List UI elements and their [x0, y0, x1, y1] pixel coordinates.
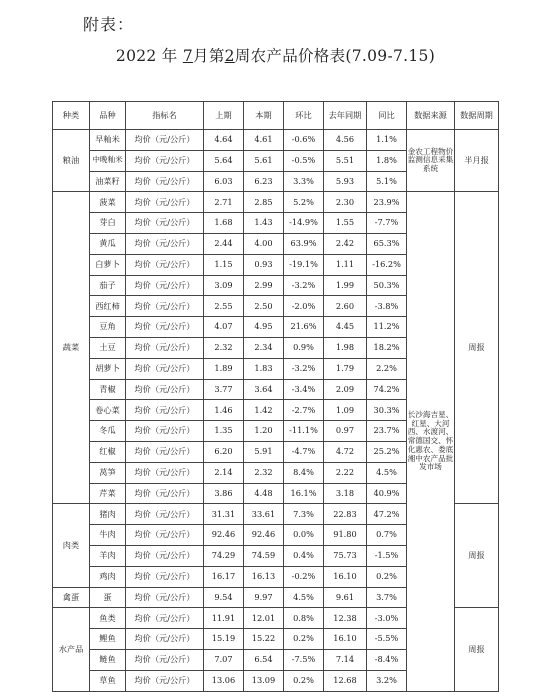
previous-cell: 2.14	[204, 462, 244, 483]
previous-cell: 15.19	[204, 629, 244, 650]
mom-cell: 0.2%	[284, 670, 324, 691]
yoy-cell: 3.2%	[367, 670, 407, 691]
mom-cell: 0.0%	[284, 525, 324, 546]
last-year-cell: 5.51	[324, 150, 367, 171]
indicator-cell: 均价（元/公斤）	[126, 213, 204, 234]
appendix-label: 附表：	[83, 15, 135, 34]
mom-cell: 7.3%	[284, 504, 324, 525]
previous-cell: 7.07	[204, 649, 244, 670]
current-cell: 2.50	[244, 296, 284, 317]
last-year-cell: 1.79	[324, 358, 367, 379]
mom-cell: 3.3%	[284, 171, 324, 192]
yoy-cell: -5.5%	[367, 629, 407, 650]
last-year-cell: 2.09	[324, 379, 367, 400]
yoy-cell: 4.5%	[367, 462, 407, 483]
mom-cell: -2.0%	[284, 296, 324, 317]
price-table	[52, 101, 499, 692]
mom-cell: -3.2%	[284, 275, 324, 296]
last-year-cell: 12.38	[324, 608, 367, 629]
variety-cell: 羊肉	[90, 545, 126, 566]
indicator-cell: 均价（元/公斤）	[126, 441, 204, 462]
last-year-cell: 4.56	[324, 130, 367, 151]
current-cell: 6.54	[244, 649, 284, 670]
yoy-cell: 0.7%	[367, 525, 407, 546]
variety-cell: 胡萝卜	[90, 358, 126, 379]
previous-cell: 11.91	[204, 608, 244, 629]
previous-cell: 5.64	[204, 150, 244, 171]
mom-cell: -4.7%	[284, 441, 324, 462]
table-row	[53, 130, 499, 151]
yoy-cell: 5.1%	[367, 171, 407, 192]
category-cell: 蔬菜	[53, 192, 90, 504]
data-period-cell: 周报	[455, 608, 499, 691]
indicator-cell: 均价（元/公斤）	[126, 150, 204, 171]
last-year-cell: 0.97	[324, 421, 367, 442]
col-header-category: 种类	[53, 102, 90, 130]
variety-cell: 鱼类	[90, 608, 126, 629]
current-cell: 1.20	[244, 421, 284, 442]
previous-cell: 2.71	[204, 192, 244, 213]
category-cell: 水产品	[53, 608, 90, 691]
current-cell: 16.13	[244, 566, 284, 587]
last-year-cell: 75.73	[324, 545, 367, 566]
mom-cell: 4.5%	[284, 587, 324, 608]
col-header-indicator: 指标名	[126, 102, 204, 130]
table-body	[53, 130, 499, 692]
current-cell: 4.61	[244, 130, 284, 151]
data-period-cell: 半月报	[455, 130, 499, 192]
title-month-word: 月第	[193, 47, 225, 65]
last-year-cell: 2.60	[324, 296, 367, 317]
variety-cell: 牛肉	[90, 525, 126, 546]
mom-cell: -0.2%	[284, 566, 324, 587]
data-source-cell: 金农工程物价监测信息采集系统	[407, 130, 455, 192]
mom-cell: -0.5%	[284, 150, 324, 171]
yoy-cell: 0.2%	[367, 566, 407, 587]
indicator-cell: 均价（元/公斤）	[126, 587, 204, 608]
last-year-cell: 5.93	[324, 171, 367, 192]
variety-cell: 豆角	[90, 317, 126, 338]
indicator-cell: 均价（元/公斤）	[126, 275, 204, 296]
indicator-cell: 均价（元/公斤）	[126, 171, 204, 192]
current-cell: 2.99	[244, 275, 284, 296]
indicator-cell: 均价（元/公斤）	[126, 317, 204, 338]
current-cell: 5.61	[244, 150, 284, 171]
current-cell: 33.61	[244, 504, 284, 525]
mom-cell: -19.1%	[284, 254, 324, 275]
variety-cell: 油菜籽	[90, 171, 126, 192]
yoy-cell: -16.2%	[367, 254, 407, 275]
data-source-cell: 长沙海吉星、红星、大河西、水渡河、常德国交、怀化惠农、娄底湘中农产品批发市场	[407, 192, 455, 691]
title-week: 2	[224, 47, 235, 65]
mom-cell: -0.6%	[284, 130, 324, 151]
title-year: 2022	[115, 47, 157, 65]
data-period-cell: 周报	[455, 504, 499, 608]
col-header-current: 本期	[244, 102, 284, 130]
previous-cell: 74.29	[204, 545, 244, 566]
variety-cell: 蛋	[90, 587, 126, 608]
variety-cell: 中晚籼米	[90, 150, 126, 171]
previous-cell: 2.32	[204, 337, 244, 358]
yoy-cell: -7.7%	[367, 213, 407, 234]
col-header-source: 数据来源	[407, 102, 455, 130]
indicator-cell: 均价（元/公斤）	[126, 130, 204, 151]
current-cell: 2.32	[244, 462, 284, 483]
indicator-cell: 均价（元/公斤）	[126, 462, 204, 483]
yoy-cell: 40.9%	[367, 483, 407, 504]
col-header-period: 数据周期	[455, 102, 499, 130]
mom-cell: -7.5%	[284, 649, 324, 670]
last-year-cell: 1.09	[324, 400, 367, 421]
mom-cell: 0.8%	[284, 608, 324, 629]
previous-cell: 13.06	[204, 670, 244, 691]
yoy-cell: -1.5%	[367, 545, 407, 566]
mom-cell: -2.7%	[284, 400, 324, 421]
variety-cell: 红椒	[90, 441, 126, 462]
yoy-cell: 11.2%	[367, 317, 407, 338]
variety-cell: 冬瓜	[90, 421, 126, 442]
yoy-cell: 47.2%	[367, 504, 407, 525]
indicator-cell: 均价（元/公斤）	[126, 254, 204, 275]
previous-cell: 3.09	[204, 275, 244, 296]
yoy-cell: 30.3%	[367, 400, 407, 421]
yoy-cell: 65.3%	[367, 233, 407, 254]
table-row	[53, 192, 499, 213]
last-year-cell: 91.80	[324, 525, 367, 546]
indicator-cell: 均价（元/公斤）	[126, 233, 204, 254]
variety-cell: 芽白	[90, 213, 126, 234]
variety-cell: 菠菜	[90, 192, 126, 213]
mom-cell: 63.9%	[284, 233, 324, 254]
previous-cell: 3.86	[204, 483, 244, 504]
variety-cell: 芹菜	[90, 483, 126, 504]
current-cell: 1.83	[244, 358, 284, 379]
yoy-cell: 3.7%	[367, 587, 407, 608]
yoy-cell: -8.4%	[367, 649, 407, 670]
current-cell: 2.34	[244, 337, 284, 358]
previous-cell: 6.03	[204, 171, 244, 192]
current-cell: 1.42	[244, 400, 284, 421]
current-cell: 13.09	[244, 670, 284, 691]
previous-cell: 16.17	[204, 566, 244, 587]
last-year-cell: 1.99	[324, 275, 367, 296]
current-cell: 2.85	[244, 192, 284, 213]
last-year-cell: 4.72	[324, 441, 367, 462]
col-header-mom: 环比	[284, 102, 324, 130]
last-year-cell: 2.22	[324, 462, 367, 483]
last-year-cell: 9.61	[324, 587, 367, 608]
data-period-cell: 周报	[455, 192, 499, 504]
current-cell: 3.64	[244, 379, 284, 400]
variety-cell: 鸡肉	[90, 566, 126, 587]
previous-cell: 3.77	[204, 379, 244, 400]
yoy-cell: 18.2%	[367, 337, 407, 358]
yoy-cell: 23.9%	[367, 192, 407, 213]
title-year-word: 年	[156, 47, 183, 65]
yoy-cell: 74.2%	[367, 379, 407, 400]
current-cell: 4.48	[244, 483, 284, 504]
yoy-cell: 1.8%	[367, 150, 407, 171]
indicator-cell: 均价（元/公斤）	[126, 483, 204, 504]
last-year-cell: 4.45	[324, 317, 367, 338]
category-cell: 肉类	[53, 504, 90, 587]
indicator-cell: 均价（元/公斤）	[126, 629, 204, 650]
mom-cell: 0.4%	[284, 545, 324, 566]
mom-cell: -11.1%	[284, 421, 324, 442]
indicator-cell: 均价（元/公斤）	[126, 608, 204, 629]
last-year-cell: 2.42	[324, 233, 367, 254]
variety-cell: 猪肉	[90, 504, 126, 525]
variety-cell: 白萝卜	[90, 254, 126, 275]
yoy-cell: 2.2%	[367, 358, 407, 379]
page-title	[0, 44, 551, 66]
variety-cell: 西红柿	[90, 296, 126, 317]
mom-cell: 21.6%	[284, 317, 324, 338]
previous-cell: 92.46	[204, 525, 244, 546]
yoy-cell: 23.7%	[367, 421, 407, 442]
last-year-cell: 2.30	[324, 192, 367, 213]
previous-cell: 4.64	[204, 130, 244, 151]
category-cell: 禽蛋	[53, 587, 90, 608]
mom-cell: 16.1%	[284, 483, 324, 504]
indicator-cell: 均价（元/公斤）	[126, 296, 204, 317]
variety-cell: 卷心菜	[90, 400, 126, 421]
title-rest: 周农产品价格表(7.09-7.15)	[234, 47, 436, 65]
table-header-row	[53, 102, 499, 130]
last-year-cell: 22.83	[324, 504, 367, 525]
indicator-cell: 均价（元/公斤）	[126, 670, 204, 691]
current-cell: 9.97	[244, 587, 284, 608]
last-year-cell: 12.68	[324, 670, 367, 691]
title-month: 7	[182, 47, 194, 65]
indicator-cell: 均价（元/公斤）	[126, 358, 204, 379]
category-cell: 粮油	[53, 130, 90, 192]
variety-cell: 鲢鱼	[90, 649, 126, 670]
previous-cell: 1.89	[204, 358, 244, 379]
col-header-previous: 上期	[204, 102, 244, 130]
mom-cell: -3.2%	[284, 358, 324, 379]
current-cell: 0.93	[244, 254, 284, 275]
last-year-cell: 3.18	[324, 483, 367, 504]
indicator-cell: 均价（元/公斤）	[126, 192, 204, 213]
current-cell: 15.22	[244, 629, 284, 650]
indicator-cell: 均价（元/公斤）	[126, 504, 204, 525]
yoy-cell: -3.0%	[367, 608, 407, 629]
variety-cell: 早籼米	[90, 130, 126, 151]
variety-cell: 土豆	[90, 337, 126, 358]
indicator-cell: 均价（元/公斤）	[126, 379, 204, 400]
mom-cell: 5.2%	[284, 192, 324, 213]
variety-cell: 青椒	[90, 379, 126, 400]
indicator-cell: 均价（元/公斤）	[126, 649, 204, 670]
current-cell: 92.46	[244, 525, 284, 546]
previous-cell: 1.15	[204, 254, 244, 275]
last-year-cell: 7.14	[324, 649, 367, 670]
current-cell: 4.95	[244, 317, 284, 338]
variety-cell: 莴笋	[90, 462, 126, 483]
previous-cell: 1.46	[204, 400, 244, 421]
last-year-cell: 1.98	[324, 337, 367, 358]
previous-cell: 6.20	[204, 441, 244, 462]
indicator-cell: 均价（元/公斤）	[126, 400, 204, 421]
col-header-yoy: 同比	[367, 102, 407, 130]
variety-cell: 草鱼	[90, 670, 126, 691]
col-header-variety: 品种	[90, 102, 126, 130]
mom-cell: -3.4%	[284, 379, 324, 400]
yoy-cell: 50.3%	[367, 275, 407, 296]
indicator-cell: 均价（元/公斤）	[126, 337, 204, 358]
current-cell: 74.59	[244, 545, 284, 566]
indicator-cell: 均价（元/公斤）	[126, 525, 204, 546]
indicator-cell: 均价（元/公斤）	[126, 545, 204, 566]
variety-cell: 鲤鱼	[90, 629, 126, 650]
current-cell: 12.01	[244, 608, 284, 629]
variety-cell: 茄子	[90, 275, 126, 296]
previous-cell: 4.07	[204, 317, 244, 338]
current-cell: 5.91	[244, 441, 284, 462]
mom-cell: 0.9%	[284, 337, 324, 358]
previous-cell: 1.35	[204, 421, 244, 442]
last-year-cell: 1.55	[324, 213, 367, 234]
previous-cell: 2.55	[204, 296, 244, 317]
current-cell: 4.00	[244, 233, 284, 254]
previous-cell: 2.44	[204, 233, 244, 254]
current-cell: 6.23	[244, 171, 284, 192]
mom-cell: 0.2%	[284, 629, 324, 650]
mom-cell: -14.9%	[284, 213, 324, 234]
indicator-cell: 均价（元/公斤）	[126, 421, 204, 442]
last-year-cell: 16.10	[324, 566, 367, 587]
last-year-cell: 1.11	[324, 254, 367, 275]
previous-cell: 9.54	[204, 587, 244, 608]
yoy-cell: -3.8%	[367, 296, 407, 317]
current-cell: 1.43	[244, 213, 284, 234]
indicator-cell: 均价（元/公斤）	[126, 566, 204, 587]
mom-cell: 8.4%	[284, 462, 324, 483]
col-header-last-year: 去年同期	[324, 102, 367, 130]
last-year-cell: 16.10	[324, 629, 367, 650]
yoy-cell: 1.1%	[367, 130, 407, 151]
variety-cell: 黄瓜	[90, 233, 126, 254]
previous-cell: 1.68	[204, 213, 244, 234]
previous-cell: 31.31	[204, 504, 244, 525]
yoy-cell: 25.2%	[367, 441, 407, 462]
